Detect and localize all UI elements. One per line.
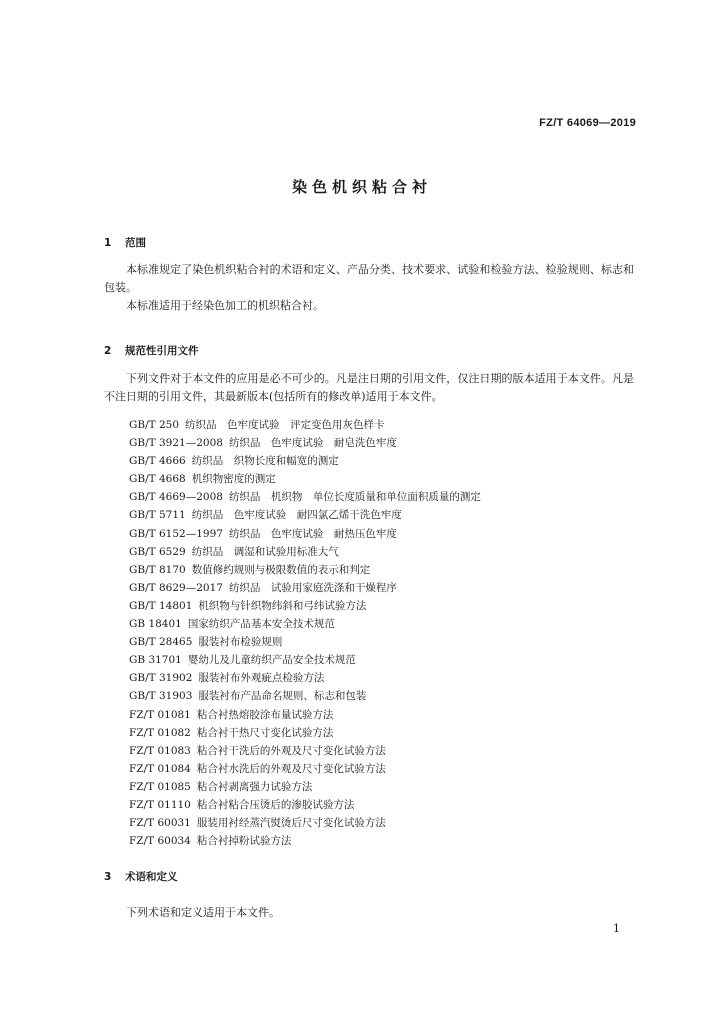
list-item — [129, 561, 481, 579]
list-item — [129, 488, 481, 506]
reference-code: GB/T 6529 — [129, 545, 186, 558]
list-item — [129, 633, 481, 651]
reference-code: FZ/T 01084 — [129, 762, 191, 775]
section-title: 范围 — [125, 237, 146, 249]
list-item — [129, 470, 481, 488]
reference-name: 纺织品 色牢度试验 耐热压色牢度 — [228, 527, 397, 540]
reference-name: 粘合衬热熔胶涂布量试验方法 — [196, 708, 334, 721]
reference-code: GB/T 31903 — [129, 690, 193, 703]
reference-code: GB/T 4666 — [129, 455, 186, 468]
reference-name: 纺织品 调湿和试验用标准大气 — [191, 545, 339, 558]
section-number: 2 — [104, 345, 112, 357]
section-number: 3 — [104, 871, 112, 883]
reference-code: GB/T 14801 — [129, 599, 193, 612]
reference-code: GB 18401 — [129, 618, 182, 631]
list-item — [129, 416, 481, 434]
list-item — [129, 742, 481, 760]
list-item — [129, 452, 481, 470]
reference-name: 国家纺织产品基本安全技术规范 — [187, 618, 335, 631]
reference-name: 婴幼儿及儿童纺织产品安全技术规范 — [187, 654, 356, 667]
reference-name: 粘合衬水洗后的外观及尺寸变化试验方法 — [196, 762, 386, 775]
list-item — [129, 525, 481, 543]
list-item — [129, 434, 481, 452]
list-item — [129, 651, 481, 669]
reference-code: FZ/T 01082 — [129, 726, 191, 739]
reference-code: FZ/T 60031 — [129, 817, 191, 830]
list-item — [129, 669, 481, 687]
reference-code: FZ/T 60034 — [129, 835, 191, 848]
reference-name: 机织物密度的测定 — [191, 473, 276, 486]
reference-name: 纺织品 色牢度试验 耐皂洗色牢度 — [228, 437, 397, 450]
section-heading-normative-references — [104, 343, 199, 358]
list-item — [129, 687, 481, 705]
reference-code: GB/T 28465 — [129, 636, 193, 649]
reference-name: 服装衬布产品命名规则、标志和包装 — [198, 690, 367, 703]
reference-name: 纺织品 织物长度和幅宽的测定 — [191, 455, 339, 468]
standard-code: FZ/T 64069—2019 — [539, 117, 636, 129]
reference-name: 纺织品 色牢度试验 耐四氯乙烯干洗色牢度 — [191, 509, 402, 522]
reference-code: GB/T 8629—2017 — [129, 581, 223, 594]
reference-name: 粘合衬粘合压烫后的渗胶试验方法 — [196, 798, 355, 811]
list-item — [129, 760, 481, 778]
reference-list — [129, 416, 481, 850]
reference-name: 数值修约规则与极限数值的表示和判定 — [191, 563, 371, 576]
list-item — [129, 778, 481, 796]
reference-code: GB/T 5711 — [129, 509, 186, 522]
reference-code: GB/T 8170 — [129, 563, 186, 576]
document-title: 染色机织粘合衬 — [291, 178, 432, 196]
reference-name: 服装用衬经蒸汽熨烫后尺寸变化试验方法 — [196, 817, 386, 830]
section-heading-scope — [104, 235, 146, 250]
section-title: 规范性引用文件 — [125, 345, 199, 357]
list-item — [129, 543, 481, 561]
reference-code: FZ/T 01110 — [129, 798, 191, 811]
reference-name: 纺织品 色牢度试验 评定变色用灰色样卡 — [185, 419, 385, 431]
section-heading-terms-and-definitions — [104, 869, 178, 884]
list-item — [129, 724, 481, 742]
scope-paragraph-2: 本标准适用于经染色加工的机织粘合衬。 — [126, 299, 324, 312]
list-item — [129, 597, 481, 615]
reference-name: 服装衬布外观疵点检验方法 — [198, 672, 325, 685]
list-item — [129, 706, 481, 724]
section-title: 术语和定义 — [125, 871, 178, 883]
page-number: 1 — [613, 922, 620, 935]
scope-paragraph-1: 本标准规定了染色机织粘合衬的术语和定义、产品分类、技术要求、试验和检验方法、检验规则、标志和包装。 — [104, 263, 634, 294]
reference-name: 粘合衬干热尺寸变化试验方法 — [196, 726, 334, 739]
list-item — [129, 506, 481, 524]
reference-code: GB/T 250 — [129, 419, 180, 431]
reference-code: GB/T 4668 — [129, 473, 186, 486]
reference-name: 服装衬布检验规则 — [198, 636, 283, 649]
list-item — [129, 796, 481, 814]
reference-code: GB/T 31902 — [129, 672, 193, 685]
section-number: 1 — [104, 237, 112, 249]
reference-name: 机织物与针织物纬斜和弓纬试验方法 — [198, 599, 367, 612]
reference-code: GB/T 6152—1997 — [129, 527, 223, 540]
reference-code: GB 31701 — [129, 654, 182, 667]
terms-intro-paragraph: 下列术语和定义适用于本文件。 — [126, 906, 280, 919]
list-item — [129, 579, 481, 597]
reference-code: FZ/T 01081 — [129, 708, 191, 721]
list-item — [129, 814, 481, 832]
references-intro-paragraph: 下列文件对于本文件的应用是必不可少的。凡是注日期的引用文件，仅注日期的版本适用于本文件。凡是不注日期的引用文件，其最新版本(包括所有的修改单)适用于本文件。 — [104, 372, 634, 403]
reference-code: FZ/T 01085 — [129, 780, 191, 793]
list-item — [129, 615, 481, 633]
reference-code: GB/T 3921—2008 — [129, 437, 223, 450]
reference-code: FZ/T 01083 — [129, 744, 191, 757]
reference-name: 粘合衬剥离强力试验方法 — [196, 780, 313, 793]
reference-name: 纺织品 机织物 单位长度质量和单位面积质量的测定 — [228, 491, 481, 504]
list-item — [129, 832, 481, 850]
reference-name: 纺织品 试验用家庭洗涤和干燥程序 — [228, 581, 397, 594]
reference-name: 粘合衬干洗后的外观及尺寸变化试验方法 — [196, 744, 386, 757]
reference-name: 粘合衬掉粉试验方法 — [196, 835, 292, 848]
reference-code: GB/T 4669—2008 — [129, 491, 223, 504]
